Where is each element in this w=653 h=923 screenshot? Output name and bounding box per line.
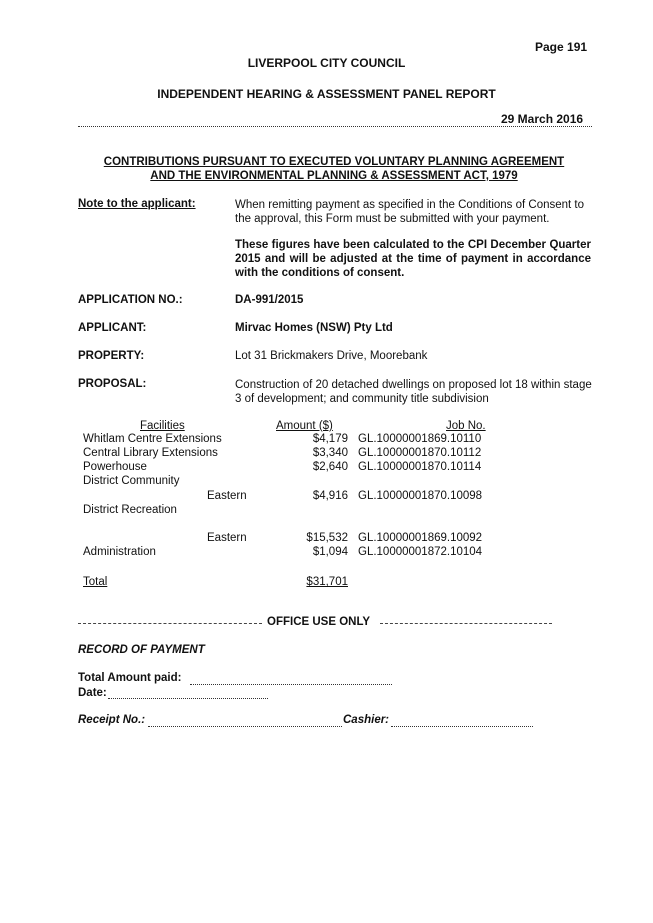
cashier-label: Cashier: — [343, 714, 390, 726]
record-heading: RECORD OF PAYMENT — [78, 644, 205, 656]
table-row-facility: District Recreation — [83, 504, 177, 516]
table-row-subregion: Eastern — [207, 490, 247, 502]
table-row-amount: $3,340 — [312, 447, 348, 459]
form-title-line2: AND THE ENVIRONMENTAL PLANNING & ASSESSMENT ACT, 1979 — [150, 170, 518, 182]
table-row-amount: $1,094 — [312, 546, 348, 558]
property-label: PROPERTY: — [78, 350, 145, 362]
proposal-label: PROPOSAL: — [78, 378, 147, 390]
page-number: Page 191 — [535, 40, 588, 54]
header-divider — [78, 126, 592, 127]
table-row-facility: Whitlam Centre Extensions — [83, 433, 222, 445]
table-row-subregion: Eastern — [207, 532, 247, 544]
table-row-job: GL.10000001870.10112 — [358, 447, 482, 459]
table-row-job: GL.10000001870.10098 — [358, 490, 483, 502]
form-title-line1: CONTRIBUTIONS PURSUANT TO EXECUTED VOLUNTARY PLANNING AGREEMENT — [103, 156, 565, 168]
table-row-facility: Central Library Extensions — [83, 447, 218, 459]
receipt-label: Receipt No.: — [78, 714, 146, 726]
proposal-value: Construction of 20 detached dwellings on proposed lot 18 within stage 3 of development; and community title subdivision — [235, 379, 592, 405]
total-paid-field[interactable] — [190, 684, 392, 685]
total-label: Total — [83, 576, 108, 588]
office-use-label: OFFICE USE ONLY — [267, 616, 371, 628]
table-row-facility: Administration — [83, 546, 156, 558]
col-header-facilities: Facilities — [140, 420, 185, 432]
table-row-job: GL.10000001872.10104 — [358, 546, 483, 558]
council-name: LIVERPOOL CITY COUNCIL — [247, 56, 406, 70]
note-text: When remitting payment as specified in the Conditions of Consent to the approval, this Form must be submitted with your payment. — [235, 199, 585, 225]
col-header-amount: Amount ($) — [276, 420, 333, 432]
application-label: APPLICATION NO.: — [78, 294, 183, 306]
col-header-job: Job No. — [446, 420, 486, 432]
table-row-job: GL.10000001869.10110 — [358, 433, 482, 445]
total-amount: $31,701 — [306, 576, 348, 588]
table-row-facility: District Community — [83, 475, 180, 487]
applicant-label: APPLICANT: — [78, 322, 147, 334]
table-row-amount: $15,532 — [306, 532, 348, 544]
cashier-field[interactable] — [391, 726, 533, 727]
report-title: INDEPENDENT HEARING & ASSESSMENT PANEL REPORT — [157, 87, 496, 101]
date-field[interactable] — [108, 698, 268, 699]
date-label: Date: — [78, 687, 107, 699]
table-row-facility: Powerhouse — [83, 461, 147, 473]
applicant-value: Mirvac Homes (NSW) Pty Ltd — [235, 322, 393, 334]
report-date: 29 March 2016 — [501, 112, 584, 126]
table-row-amount: $4,179 — [312, 433, 348, 445]
application-value: DA-991/2015 — [235, 294, 304, 306]
office-divider-left — [78, 623, 262, 624]
table-row-amount: $4,916 — [312, 490, 348, 502]
office-divider-right — [380, 623, 552, 624]
property-value: Lot 31 Brickmakers Drive, Moorebank — [235, 350, 428, 362]
table-row-job: GL.10000001869.10092 — [358, 532, 483, 544]
total-paid-label: Total Amount paid: — [78, 672, 182, 684]
cpi-note: These figures have been calculated to the CPI December Quarter 2015 and will be adjusted at the time of payment in accordance with the conditions of consent. — [235, 239, 591, 279]
table-row-amount: $2,640 — [312, 461, 348, 473]
note-label: Note to the applicant: — [78, 198, 196, 210]
table-row-job: GL.10000001870.10114 — [358, 461, 482, 473]
receipt-field[interactable] — [148, 726, 342, 727]
